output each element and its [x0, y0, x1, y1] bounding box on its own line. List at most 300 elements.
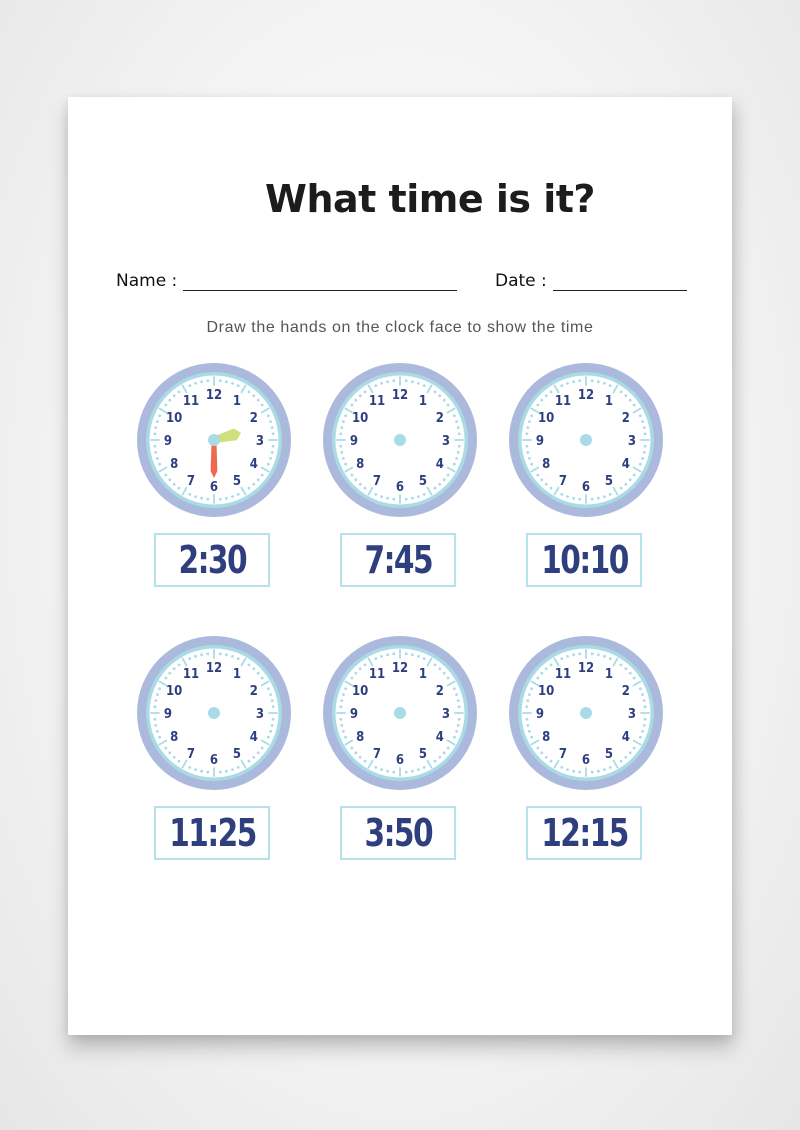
minute-dot — [639, 414, 642, 417]
minute-dot — [438, 394, 441, 397]
time-text: 7:45 — [364, 538, 432, 582]
clock-face[interactable] — [508, 635, 664, 791]
minute-dot — [168, 399, 171, 402]
minute-dot — [248, 487, 251, 490]
clock-number: 9 — [349, 434, 359, 449]
minute-dot — [455, 730, 458, 733]
minute-dot — [158, 414, 161, 417]
minute-dot — [411, 380, 414, 383]
minute-dot — [267, 463, 270, 466]
minute-dot — [154, 451, 157, 454]
clock-number: 5 — [418, 473, 428, 489]
clock-face[interactable] — [136, 635, 292, 791]
clock-number: 11 — [182, 394, 200, 410]
minute-dot — [447, 747, 450, 750]
minute-dot — [354, 751, 357, 754]
minute-dot — [153, 445, 156, 448]
minute-dot — [417, 495, 420, 498]
minute-dot — [447, 677, 450, 680]
minute-dot — [526, 426, 529, 429]
minute-dot — [342, 457, 345, 460]
minute-dot — [624, 756, 627, 759]
clock-number: 3 — [255, 434, 265, 449]
minute-dot — [154, 724, 157, 727]
minute-dot — [173, 667, 176, 670]
minute-dot — [447, 404, 450, 407]
minute-dot — [188, 384, 191, 387]
minute-dot — [458, 718, 461, 721]
minute-dot — [194, 655, 197, 658]
minute-dot — [156, 730, 159, 733]
clock-number: 8 — [542, 457, 551, 472]
minute-dot — [411, 653, 414, 656]
minute-dot — [457, 699, 460, 702]
minute-dot — [438, 756, 441, 759]
minute-dot — [350, 747, 353, 750]
clock-number: 9 — [535, 707, 545, 722]
minute-dot — [591, 771, 594, 774]
instruction-text: Draw the hands on the clock face to show the time — [206, 319, 594, 336]
minute-dot — [633, 677, 636, 680]
minute-dot — [597, 497, 600, 500]
clock-number: 7 — [186, 473, 196, 489]
minute-dot — [639, 463, 642, 466]
minute-dot — [443, 478, 446, 481]
minute-dot — [271, 699, 274, 702]
minute-dot — [453, 687, 456, 690]
minute-dot — [153, 718, 156, 721]
minute-dot — [178, 390, 181, 393]
minute-dot — [257, 672, 260, 675]
clock-number: 7 — [372, 473, 382, 489]
time-label-box — [340, 806, 456, 860]
minute-dot — [340, 426, 343, 429]
clock-number: 5 — [604, 473, 614, 489]
clock-face[interactable] — [136, 362, 292, 518]
minute-dot — [620, 760, 623, 763]
minute-dot — [344, 414, 347, 417]
clock-face[interactable] — [322, 635, 478, 791]
minute-dot — [457, 451, 460, 454]
minute-dot — [525, 432, 528, 435]
minute-dot — [536, 474, 539, 477]
minute-dot — [644, 705, 647, 708]
minute-dot — [156, 457, 159, 460]
minute-dot — [350, 474, 353, 477]
minute-dot — [457, 724, 460, 727]
minute-dot — [237, 766, 240, 769]
minute-dot — [153, 432, 156, 435]
minute-dot — [641, 693, 644, 696]
time-label-box — [154, 533, 270, 587]
minute-dot — [271, 426, 274, 429]
minute-dot — [359, 483, 362, 486]
minute-dot — [225, 380, 228, 383]
clock-number: 1 — [232, 394, 242, 410]
minute-dot — [545, 483, 548, 486]
minute-dot — [261, 474, 264, 477]
minute-dot — [364, 760, 367, 763]
minute-dot — [528, 420, 531, 423]
minute-dot — [380, 495, 383, 498]
minute-dot — [540, 751, 543, 754]
minute-dot — [206, 771, 209, 774]
clock-number: 4 — [621, 730, 630, 745]
clock-number: 5 — [418, 746, 428, 762]
minute-dot — [443, 672, 446, 675]
minute-dot — [272, 432, 275, 435]
clock-number: 8 — [170, 730, 179, 745]
clock-number: 5 — [232, 746, 242, 762]
minute-dot — [354, 672, 357, 675]
minute-dot — [530, 687, 533, 690]
clock-number: 7 — [558, 473, 568, 489]
minute-dot — [545, 756, 548, 759]
minute-dot — [164, 404, 167, 407]
minute-dot — [550, 760, 553, 763]
minute-dot — [392, 652, 395, 655]
minute-dot — [550, 663, 553, 666]
minute-dot — [392, 498, 395, 501]
clock-number: 10 — [166, 684, 183, 699]
minute-dot — [455, 420, 458, 423]
center-pin — [208, 434, 220, 446]
minute-dot — [219, 652, 222, 655]
minute-dot — [572, 380, 575, 383]
minute-dot — [434, 663, 437, 666]
minute-dot — [392, 379, 395, 382]
time-label-box — [340, 533, 456, 587]
minute-dot — [639, 736, 642, 739]
minute-dot — [364, 390, 367, 393]
minute-dot — [154, 699, 157, 702]
minute-dot — [374, 384, 377, 387]
minute-dot — [225, 497, 228, 500]
name-field — [116, 271, 457, 291]
clock-number: 1 — [604, 394, 614, 410]
minute-dot — [578, 379, 581, 382]
minute-dot — [206, 498, 209, 501]
minute-dot — [340, 699, 343, 702]
clock-number: 12 — [205, 661, 223, 676]
minute-dot — [560, 657, 563, 660]
center-pin — [394, 434, 406, 446]
minute-dot — [560, 766, 563, 769]
minute-dot — [392, 771, 395, 774]
minute-dot — [417, 382, 420, 385]
clock-number: 6 — [581, 480, 591, 495]
minute-dot — [386, 653, 389, 656]
minute-dot — [153, 705, 156, 708]
minute-dot — [609, 384, 612, 387]
minute-dot — [173, 483, 176, 486]
minute-dot — [458, 705, 461, 708]
clock-number: 6 — [209, 753, 219, 768]
clock-face[interactable] — [322, 362, 478, 518]
clock-number: 1 — [418, 667, 428, 683]
minute-dot — [188, 766, 191, 769]
minute-dot — [267, 414, 270, 417]
time-label-box — [526, 533, 642, 587]
minute-dot — [386, 770, 389, 773]
minute-dot — [639, 687, 642, 690]
time-label-box — [526, 806, 642, 860]
minute-dot — [423, 493, 426, 496]
minute-dot — [178, 760, 181, 763]
minute-dot — [350, 677, 353, 680]
center-pin — [208, 707, 220, 719]
minute-dot — [188, 657, 191, 660]
minute-dot — [526, 451, 529, 454]
minute-dot — [423, 766, 426, 769]
minute-dot — [417, 768, 420, 771]
minute-dot — [154, 426, 157, 429]
minute-dot — [528, 730, 531, 733]
center-pin — [394, 707, 406, 719]
minute-dot — [550, 390, 553, 393]
minute-dot — [643, 426, 646, 429]
minute-dot — [644, 445, 647, 448]
minute-dot — [339, 432, 342, 435]
clock-number: 10 — [352, 411, 369, 426]
minute-dot — [603, 382, 606, 385]
minute-dot — [272, 445, 275, 448]
minute-dot — [206, 379, 209, 382]
minute-dot — [342, 693, 345, 696]
clock-number: 3 — [255, 707, 265, 722]
minute-dot — [525, 445, 528, 448]
clock-number: 12 — [577, 661, 595, 676]
time-text: 12:15 — [540, 811, 628, 855]
center-pin — [580, 434, 592, 446]
minute-dot — [231, 495, 234, 498]
clock-number: 8 — [356, 730, 365, 745]
minute-dot — [438, 667, 441, 670]
minute-dot — [597, 380, 600, 383]
clock-number: 10 — [352, 684, 369, 699]
clock-number: 3 — [441, 707, 451, 722]
minute-dot — [458, 445, 461, 448]
minute-dot — [643, 451, 646, 454]
minute-dot — [364, 663, 367, 666]
minute-dot — [609, 657, 612, 660]
minute-dot — [405, 771, 408, 774]
clock-face[interactable] — [508, 362, 664, 518]
minute-dot — [272, 718, 275, 721]
minute-dot — [200, 770, 203, 773]
minute-dot — [526, 724, 529, 727]
minute-dot — [633, 747, 636, 750]
minute-dot — [374, 493, 377, 496]
clock-number: 11 — [368, 667, 386, 683]
minute-dot — [156, 420, 159, 423]
clock-number: 9 — [535, 434, 545, 449]
minute-dot — [267, 687, 270, 690]
minute-dot — [158, 687, 161, 690]
minute-dot — [237, 384, 240, 387]
minute-dot — [641, 730, 644, 733]
clock-number: 3 — [441, 434, 451, 449]
clock-number: 6 — [581, 753, 591, 768]
clock-number: 12 — [577, 388, 595, 403]
minute-dot — [641, 457, 644, 460]
minute-dot — [644, 718, 647, 721]
minute-dot — [540, 672, 543, 675]
minute-dot — [624, 394, 627, 397]
minute-dot — [405, 652, 408, 655]
minute-dot — [566, 495, 569, 498]
minute-dot — [252, 667, 255, 670]
clock-number: 4 — [249, 457, 258, 472]
minute-dot — [566, 382, 569, 385]
clock-number: 7 — [558, 746, 568, 762]
clock-number: 2 — [435, 684, 444, 699]
minute-dot — [411, 497, 414, 500]
clock-number: 10 — [166, 411, 183, 426]
minute-dot — [269, 420, 272, 423]
minute-dot — [560, 493, 563, 496]
minute-dot — [453, 463, 456, 466]
minute-dot — [248, 663, 251, 666]
minute-dot — [248, 390, 251, 393]
minute-dot — [643, 699, 646, 702]
minute-dot — [629, 672, 632, 675]
clock-number: 11 — [182, 667, 200, 683]
minute-dot — [231, 768, 234, 771]
minute-dot — [200, 497, 203, 500]
minute-dot — [231, 655, 234, 658]
clock-number: 9 — [349, 707, 359, 722]
minute-dot — [578, 498, 581, 501]
minute-dot — [591, 652, 594, 655]
minute-dot — [405, 379, 408, 382]
minute-dot — [629, 478, 632, 481]
date-write-line[interactable] — [553, 273, 687, 291]
clock-number: 6 — [209, 480, 219, 495]
minute-dot — [620, 663, 623, 666]
minute-dot — [340, 724, 343, 727]
clock-number: 3 — [627, 434, 637, 449]
time-text: 3:50 — [364, 811, 432, 855]
minute-dot — [434, 487, 437, 490]
worksheet-page — [68, 97, 732, 1035]
minute-dot — [237, 493, 240, 496]
minute-dot — [633, 474, 636, 477]
minute-dot — [603, 768, 606, 771]
minute-dot — [267, 736, 270, 739]
minute-dot — [591, 379, 594, 382]
minute-dot — [572, 770, 575, 773]
clock-number: 6 — [395, 480, 405, 495]
minute-dot — [340, 451, 343, 454]
minute-dot — [545, 394, 548, 397]
minute-dot — [641, 420, 644, 423]
minute-dot — [423, 384, 426, 387]
clock-number: 4 — [249, 730, 258, 745]
minute-dot — [443, 751, 446, 754]
minute-dot — [609, 766, 612, 769]
minute-dot — [572, 497, 575, 500]
name-label: Name : — [116, 271, 178, 291]
minute-dot — [578, 771, 581, 774]
clock-number: 9 — [163, 707, 173, 722]
minute-dot — [248, 760, 251, 763]
clock-number: 5 — [232, 473, 242, 489]
minute-dot — [164, 747, 167, 750]
clock-number: 1 — [232, 667, 242, 683]
name-write-line[interactable] — [183, 273, 457, 291]
clock-number: 8 — [542, 730, 551, 745]
minute-dot — [597, 770, 600, 773]
minute-dot — [269, 730, 272, 733]
minute-dot — [225, 653, 228, 656]
minute-dot — [156, 693, 159, 696]
minute-dot — [530, 736, 533, 739]
minute-dot — [620, 390, 623, 393]
minute-dot — [528, 693, 531, 696]
clock-number: 7 — [186, 746, 196, 762]
minute-dot — [354, 399, 357, 402]
minute-dot — [411, 770, 414, 773]
minute-dot — [173, 756, 176, 759]
minute-dot — [173, 394, 176, 397]
minute-dot — [530, 463, 533, 466]
minute-dot — [261, 677, 264, 680]
minute-dot — [374, 766, 377, 769]
minute-dot — [261, 747, 264, 750]
minute-dot — [386, 380, 389, 383]
clock-number: 10 — [538, 684, 555, 699]
clock-number: 11 — [554, 394, 572, 410]
minute-dot — [344, 736, 347, 739]
minute-dot — [158, 463, 161, 466]
minute-dot — [344, 463, 347, 466]
minute-dot — [560, 384, 563, 387]
minute-dot — [380, 768, 383, 771]
clock-number: 2 — [621, 684, 630, 699]
minute-dot — [168, 672, 171, 675]
minute-dot — [536, 404, 539, 407]
minute-dot — [257, 751, 260, 754]
minute-dot — [540, 399, 543, 402]
minute-dot — [443, 399, 446, 402]
minute-dot — [540, 478, 543, 481]
clock-number: 1 — [418, 394, 428, 410]
minute-dot — [624, 483, 627, 486]
clock-number: 7 — [372, 746, 382, 762]
minute-dot — [200, 380, 203, 383]
clock-number: 2 — [435, 411, 444, 426]
minute-dot — [359, 394, 362, 397]
minute-dot — [188, 493, 191, 496]
minute-dot — [271, 451, 274, 454]
minute-dot — [374, 657, 377, 660]
minute-dot — [219, 379, 222, 382]
minute-dot — [342, 420, 345, 423]
minute-dot — [644, 432, 647, 435]
minute-dot — [380, 382, 383, 385]
minute-dot — [434, 760, 437, 763]
minute-dot — [257, 478, 260, 481]
minute-dot — [386, 497, 389, 500]
minute-dot — [405, 498, 408, 501]
minute-dot — [572, 653, 575, 656]
minute-dot — [364, 487, 367, 490]
clock-number: 11 — [368, 394, 386, 410]
minute-dot — [237, 657, 240, 660]
minute-dot — [219, 771, 222, 774]
minute-dot — [455, 693, 458, 696]
